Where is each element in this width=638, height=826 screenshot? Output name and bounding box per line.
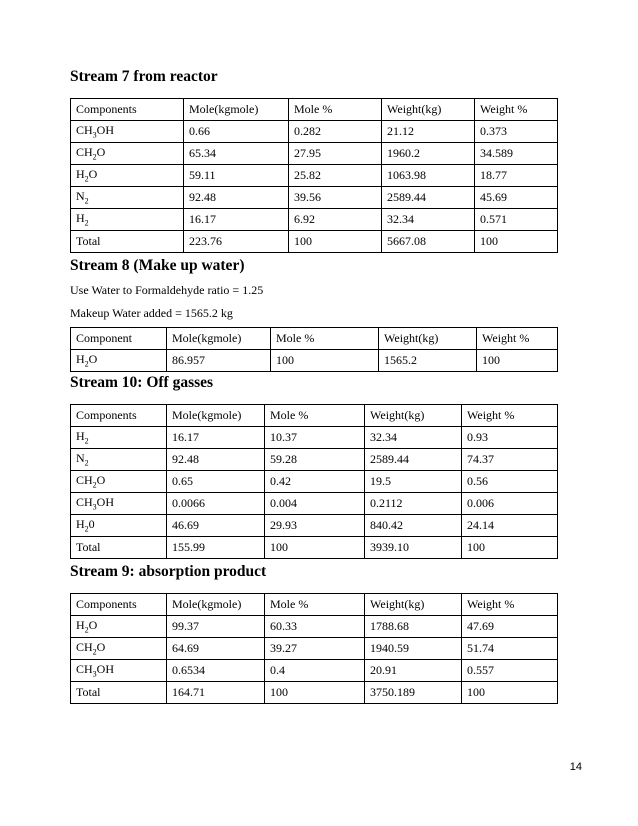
formula-suffix: O <box>96 145 106 160</box>
cell-mole: 27.95 <box>289 143 382 165</box>
cell-mole: 0.42 <box>265 471 365 493</box>
cell-mole: 100 <box>265 537 365 559</box>
formula-text: H <box>76 618 85 633</box>
table-row <box>71 143 558 165</box>
cell-mole: 29.93 <box>265 515 365 537</box>
table-row <box>71 660 558 682</box>
cell-mole-kgmole: 155.99 <box>167 537 265 559</box>
formula-cell <box>71 350 167 372</box>
cell-weight-kg: 1960.2 <box>382 143 475 165</box>
formula-subscript: 2 <box>84 625 89 635</box>
formula-cell <box>71 493 167 515</box>
column-header-mole: Mole % <box>289 99 382 121</box>
column-header-component: Component <box>71 328 167 350</box>
formula-subscript: 2 <box>92 647 97 657</box>
formula-subscript: 2 <box>84 174 89 184</box>
formula-subscript: 2 <box>84 359 89 369</box>
cell-mole: 25.82 <box>289 165 382 187</box>
formula-suffix: O <box>96 473 106 488</box>
cell-mole-kgmole: 99.37 <box>167 616 265 638</box>
cell-weight: 0.373 <box>475 121 558 143</box>
cell-weight: 0.006 <box>462 493 558 515</box>
column-header-weight: Weight % <box>462 594 558 616</box>
cell-mole-kgmole: 92.48 <box>167 449 265 471</box>
formula-subscript: 2 <box>84 436 89 446</box>
cell-mole-kgmole: 65.34 <box>184 143 289 165</box>
column-header-mole-kgmole: Mole(kgmole) <box>167 594 265 616</box>
column-header-mole: Mole % <box>265 594 365 616</box>
formula-cell <box>71 143 184 165</box>
formula-subscript: 3 <box>92 130 97 140</box>
cell-weight: 24.14 <box>462 515 558 537</box>
cell-mole-kgmole: 0.65 <box>167 471 265 493</box>
cell-weight: 100 <box>477 350 558 372</box>
cell-weight: 100 <box>462 682 558 704</box>
cell-mole: 59.28 <box>265 449 365 471</box>
cell-weight-kg: 32.34 <box>365 427 462 449</box>
column-header-weight: Weight % <box>462 405 558 427</box>
formula-subscript: 3 <box>92 669 97 679</box>
makeup-water-text: Makeup Water added = 1565.2 kg <box>70 306 233 320</box>
cell-mole: 60.33 <box>265 616 365 638</box>
column-header-weight: Weight % <box>477 328 558 350</box>
cell-weight: 45.69 <box>475 187 558 209</box>
cell-weight-kg: 20.91 <box>365 660 462 682</box>
section-title-stream-7: Stream 7 from reactor <box>70 68 218 85</box>
formula-cell <box>71 638 167 660</box>
cell-components: Total <box>71 537 167 559</box>
cell-weight: 0.56 <box>462 471 558 493</box>
table-row <box>71 187 558 209</box>
formula-text: CH <box>76 123 93 138</box>
cell-components: Total <box>71 682 167 704</box>
cell-mole-kgmole: 0.6534 <box>167 660 265 682</box>
column-header-mole-kgmole: Mole(kgmole) <box>184 99 289 121</box>
formula-text: N <box>76 189 85 204</box>
table-row <box>71 449 558 471</box>
cell-weight: 47.69 <box>462 616 558 638</box>
cell-mole: 0.004 <box>265 493 365 515</box>
cell-weight: 100 <box>462 537 558 559</box>
column-header-weight: Weight % <box>475 99 558 121</box>
cell-mole: 10.37 <box>265 427 365 449</box>
table-row <box>71 682 558 704</box>
cell-weight: 34.589 <box>475 143 558 165</box>
section-title-stream-10: Stream 10: Off gasses <box>70 374 214 391</box>
table-header-row <box>71 328 558 350</box>
cell-weight-kg: 2589.44 <box>382 187 475 209</box>
cell-weight-kg: 1940.59 <box>365 638 462 660</box>
formula-subscript: 2 <box>84 458 89 468</box>
cell-mole: 100 <box>289 231 382 253</box>
cell-weight: 0.93 <box>462 427 558 449</box>
formula-subscript: 2 <box>84 524 89 534</box>
formula-suffix: OH <box>96 123 115 138</box>
formula-cell <box>71 187 184 209</box>
column-header-components: Components <box>71 405 167 427</box>
table-row <box>71 350 558 372</box>
cell-mole: 39.56 <box>289 187 382 209</box>
column-header-weight-kg: Weight(kg) <box>382 99 475 121</box>
column-header-components: Components <box>71 99 184 121</box>
formula-cell <box>71 427 167 449</box>
table-stream-8 <box>70 327 558 372</box>
formula-text: H <box>76 517 85 532</box>
formula-text: H <box>76 211 85 226</box>
formula-text: CH <box>76 473 93 488</box>
table-stream-7 <box>70 98 558 253</box>
formula-subscript: 2 <box>92 152 97 162</box>
cell-weight: 0.557 <box>462 660 558 682</box>
cell-weight-kg: 19.5 <box>365 471 462 493</box>
section-title-stream-8: Stream 8 (Make up water) <box>70 257 245 274</box>
cell-weight-kg: 840.42 <box>365 515 462 537</box>
formula-suffix: OH <box>96 495 115 510</box>
formula-subscript: 2 <box>92 480 97 490</box>
cell-mole-kgmole: 164.71 <box>167 682 265 704</box>
formula-suffix: 0 <box>88 517 95 532</box>
cell-mole-kgmole: 16.17 <box>167 427 265 449</box>
cell-mole-kgmole: 46.69 <box>167 515 265 537</box>
cell-mole-kgmole: 223.76 <box>184 231 289 253</box>
cell-weight-kg: 1788.68 <box>365 616 462 638</box>
water-ratio-text: Use Water to Formaldehyde ratio = 1.25 <box>70 283 264 297</box>
column-header-weight-kg: Weight(kg) <box>365 594 462 616</box>
cell-weight-kg: 3750.189 <box>365 682 462 704</box>
formula-text: CH <box>76 640 93 655</box>
formula-text: CH <box>76 145 93 160</box>
table-row <box>71 471 558 493</box>
formula-text: CH <box>76 662 93 677</box>
formula-cell <box>71 660 167 682</box>
cell-weight-kg: 2589.44 <box>365 449 462 471</box>
column-header-components: Components <box>71 594 167 616</box>
cell-mole-kgmole: 0.66 <box>184 121 289 143</box>
table-row <box>71 616 558 638</box>
cell-weight-kg: 21.12 <box>382 121 475 143</box>
cell-weight-kg: 5667.08 <box>382 231 475 253</box>
cell-weight-kg: 1063.98 <box>382 165 475 187</box>
column-header-weight-kg: Weight(kg) <box>379 328 477 350</box>
section-title-stream-9: Stream 9: absorption product <box>70 563 267 580</box>
table-row <box>71 165 558 187</box>
table-row <box>71 493 558 515</box>
formula-subscript: 3 <box>92 502 97 512</box>
formula-cell <box>71 121 184 143</box>
cell-mole: 6.92 <box>289 209 382 231</box>
cell-mole-kgmole: 86.957 <box>167 350 271 372</box>
formula-text: H <box>76 167 85 182</box>
formula-suffix: OH <box>96 662 115 677</box>
formula-cell <box>71 165 184 187</box>
cell-weight: 51.74 <box>462 638 558 660</box>
cell-mole: 0.4 <box>265 660 365 682</box>
table-stream-10 <box>70 404 558 559</box>
cell-weight-kg: 0.2112 <box>365 493 462 515</box>
table-header-row <box>71 405 558 427</box>
table-stream-9 <box>70 593 558 704</box>
formula-cell <box>71 515 167 537</box>
formula-text: N <box>76 451 85 466</box>
formula-text: H <box>76 429 85 444</box>
formula-text: CH <box>76 495 93 510</box>
formula-cell <box>71 616 167 638</box>
formula-subscript: 2 <box>84 196 89 206</box>
cell-mole-kgmole: 0.0066 <box>167 493 265 515</box>
cell-mole-kgmole: 16.17 <box>184 209 289 231</box>
table-row <box>71 427 558 449</box>
table-row <box>71 231 558 253</box>
formula-suffix: O <box>88 352 98 367</box>
cell-weight: 18.77 <box>475 165 558 187</box>
cell-mole: 0.282 <box>289 121 382 143</box>
cell-components: Total <box>71 231 184 253</box>
table-row <box>71 209 558 231</box>
formula-subscript: 2 <box>84 218 89 228</box>
column-header-weight-kg: Weight(kg) <box>365 405 462 427</box>
formula-suffix: O <box>96 640 106 655</box>
table-row <box>71 638 558 660</box>
cell-mole: 39.27 <box>265 638 365 660</box>
formula-cell <box>71 471 167 493</box>
formula-cell <box>71 449 167 471</box>
table-header-row <box>71 594 558 616</box>
formula-suffix: O <box>88 167 98 182</box>
cell-weight-kg: 3939.10 <box>365 537 462 559</box>
cell-weight: 0.571 <box>475 209 558 231</box>
column-header-mole: Mole % <box>265 405 365 427</box>
formula-cell <box>71 209 184 231</box>
column-header-mole-kgmole: Mole(kgmole) <box>167 405 265 427</box>
cell-mole: 100 <box>265 682 365 704</box>
table-header-row <box>71 99 558 121</box>
cell-mole-kgmole: 64.69 <box>167 638 265 660</box>
column-header-mole-kgmole: Mole(kgmole) <box>167 328 271 350</box>
table-row <box>71 537 558 559</box>
cell-mole-kgmole: 92.48 <box>184 187 289 209</box>
column-header-mole: Mole % <box>271 328 379 350</box>
cell-weight: 74.37 <box>462 449 558 471</box>
cell-weight-kg: 1565.2 <box>379 350 477 372</box>
cell-mole-kgmole: 59.11 <box>184 165 289 187</box>
cell-weight: 100 <box>475 231 558 253</box>
formula-suffix: O <box>88 618 98 633</box>
page-number: 14 <box>569 761 582 773</box>
cell-mole: 100 <box>271 350 379 372</box>
table-row <box>71 515 558 537</box>
formula-text: H <box>76 352 85 367</box>
table-row <box>71 121 558 143</box>
cell-weight-kg: 32.34 <box>382 209 475 231</box>
